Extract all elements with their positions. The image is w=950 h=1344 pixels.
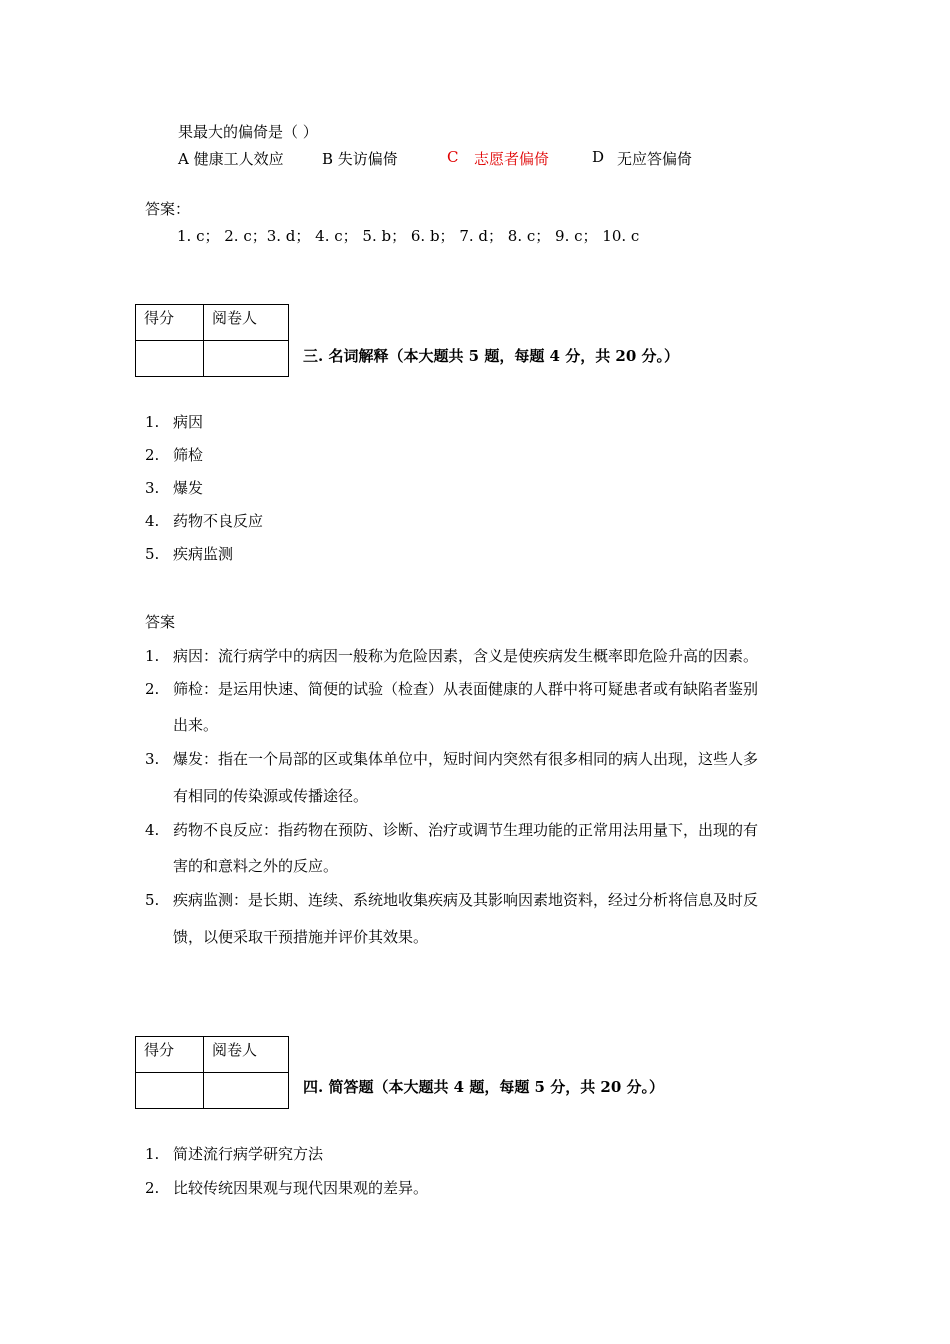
answer-label: 答案： bbox=[145, 200, 191, 218]
answer-key-line: 1. c； 2. c；3. d； 4. c； 5. b； 6. b； 7. d； 8. c； 9. c； 10. c bbox=[177, 227, 640, 245]
option-c-letter: C bbox=[447, 148, 459, 166]
list-item: 1. 简述流行病学研究方法 bbox=[145, 1145, 324, 1163]
score-cell[interactable] bbox=[136, 1073, 204, 1109]
score-table bbox=[135, 304, 289, 377]
list-item: 2. 比较传统因果观与现代因果观的差异。 bbox=[145, 1179, 429, 1197]
option-c-text: 志愿者偏倚 bbox=[474, 150, 550, 168]
option-b: B 失访偏倚 bbox=[322, 150, 398, 168]
reviewer-cell[interactable] bbox=[204, 341, 289, 377]
list-item: 1. 病因 bbox=[145, 413, 204, 431]
definition-item: 3. 爆发：指在一个局部的区或集体单位中，短时间内突然有很多相同的病人出现，这些人多 bbox=[145, 750, 759, 768]
list-item: 3. 爆发 bbox=[145, 479, 204, 497]
reviewer-header: 阅卷人 bbox=[204, 305, 289, 341]
definition-continuation: 出来。 bbox=[173, 716, 219, 734]
definition-item: 2. 筛检：是运用快速、简便的试验（检查）从表面健康的人群中将可疑患者或有缺陷者鉴别 bbox=[145, 680, 759, 698]
score-header: 得分 bbox=[136, 305, 204, 341]
definition-item: 5. 疾病监测：是长期、连续、系统地收集疾病及其影响因素地资料，经过分析将信息及时反 bbox=[145, 891, 759, 909]
option-d-text: 无应答偏倚 bbox=[617, 150, 693, 168]
definition-continuation: 害的和意料之外的反应。 bbox=[173, 857, 339, 875]
definition-item: 4. 药物不良反应：指药物在预防、诊断、治疗或调节生理功能的正常用法用量下，出现的有 bbox=[145, 821, 759, 839]
list-item: 4. 药物不良反应 bbox=[145, 512, 264, 530]
definition-continuation: 有相同的传染源或传播途径。 bbox=[173, 787, 369, 805]
option-a: A 健康工人效应 bbox=[178, 150, 284, 168]
score-header: 得分 bbox=[136, 1037, 204, 1073]
score-table bbox=[135, 1036, 289, 1109]
reviewer-header: 阅卷人 bbox=[204, 1037, 289, 1073]
definition-item: 1. 病因：流行病学中的病因一般称为危险因素，含义是使疾病发生概率即危险升高的因素。 bbox=[145, 647, 759, 665]
section4-title: 四. 简答题（本大题共 4 题，每题 5 分，共 20 分。） bbox=[303, 1078, 665, 1096]
answer-label: 答案 bbox=[145, 613, 176, 631]
list-item: 2. 筛检 bbox=[145, 446, 204, 464]
score-cell[interactable] bbox=[136, 341, 204, 377]
list-item: 5. 疾病监测 bbox=[145, 545, 234, 563]
definition-continuation: 馈，以便采取干预措施并评价其效果。 bbox=[173, 928, 429, 946]
option-d-letter: D bbox=[592, 148, 605, 166]
section3-title: 三. 名词解释（本大题共 5 题，每题 4 分，共 20 分。） bbox=[303, 347, 680, 365]
question-tail: 果最大的偏倚是（ ） bbox=[178, 123, 318, 141]
reviewer-cell[interactable] bbox=[204, 1073, 289, 1109]
